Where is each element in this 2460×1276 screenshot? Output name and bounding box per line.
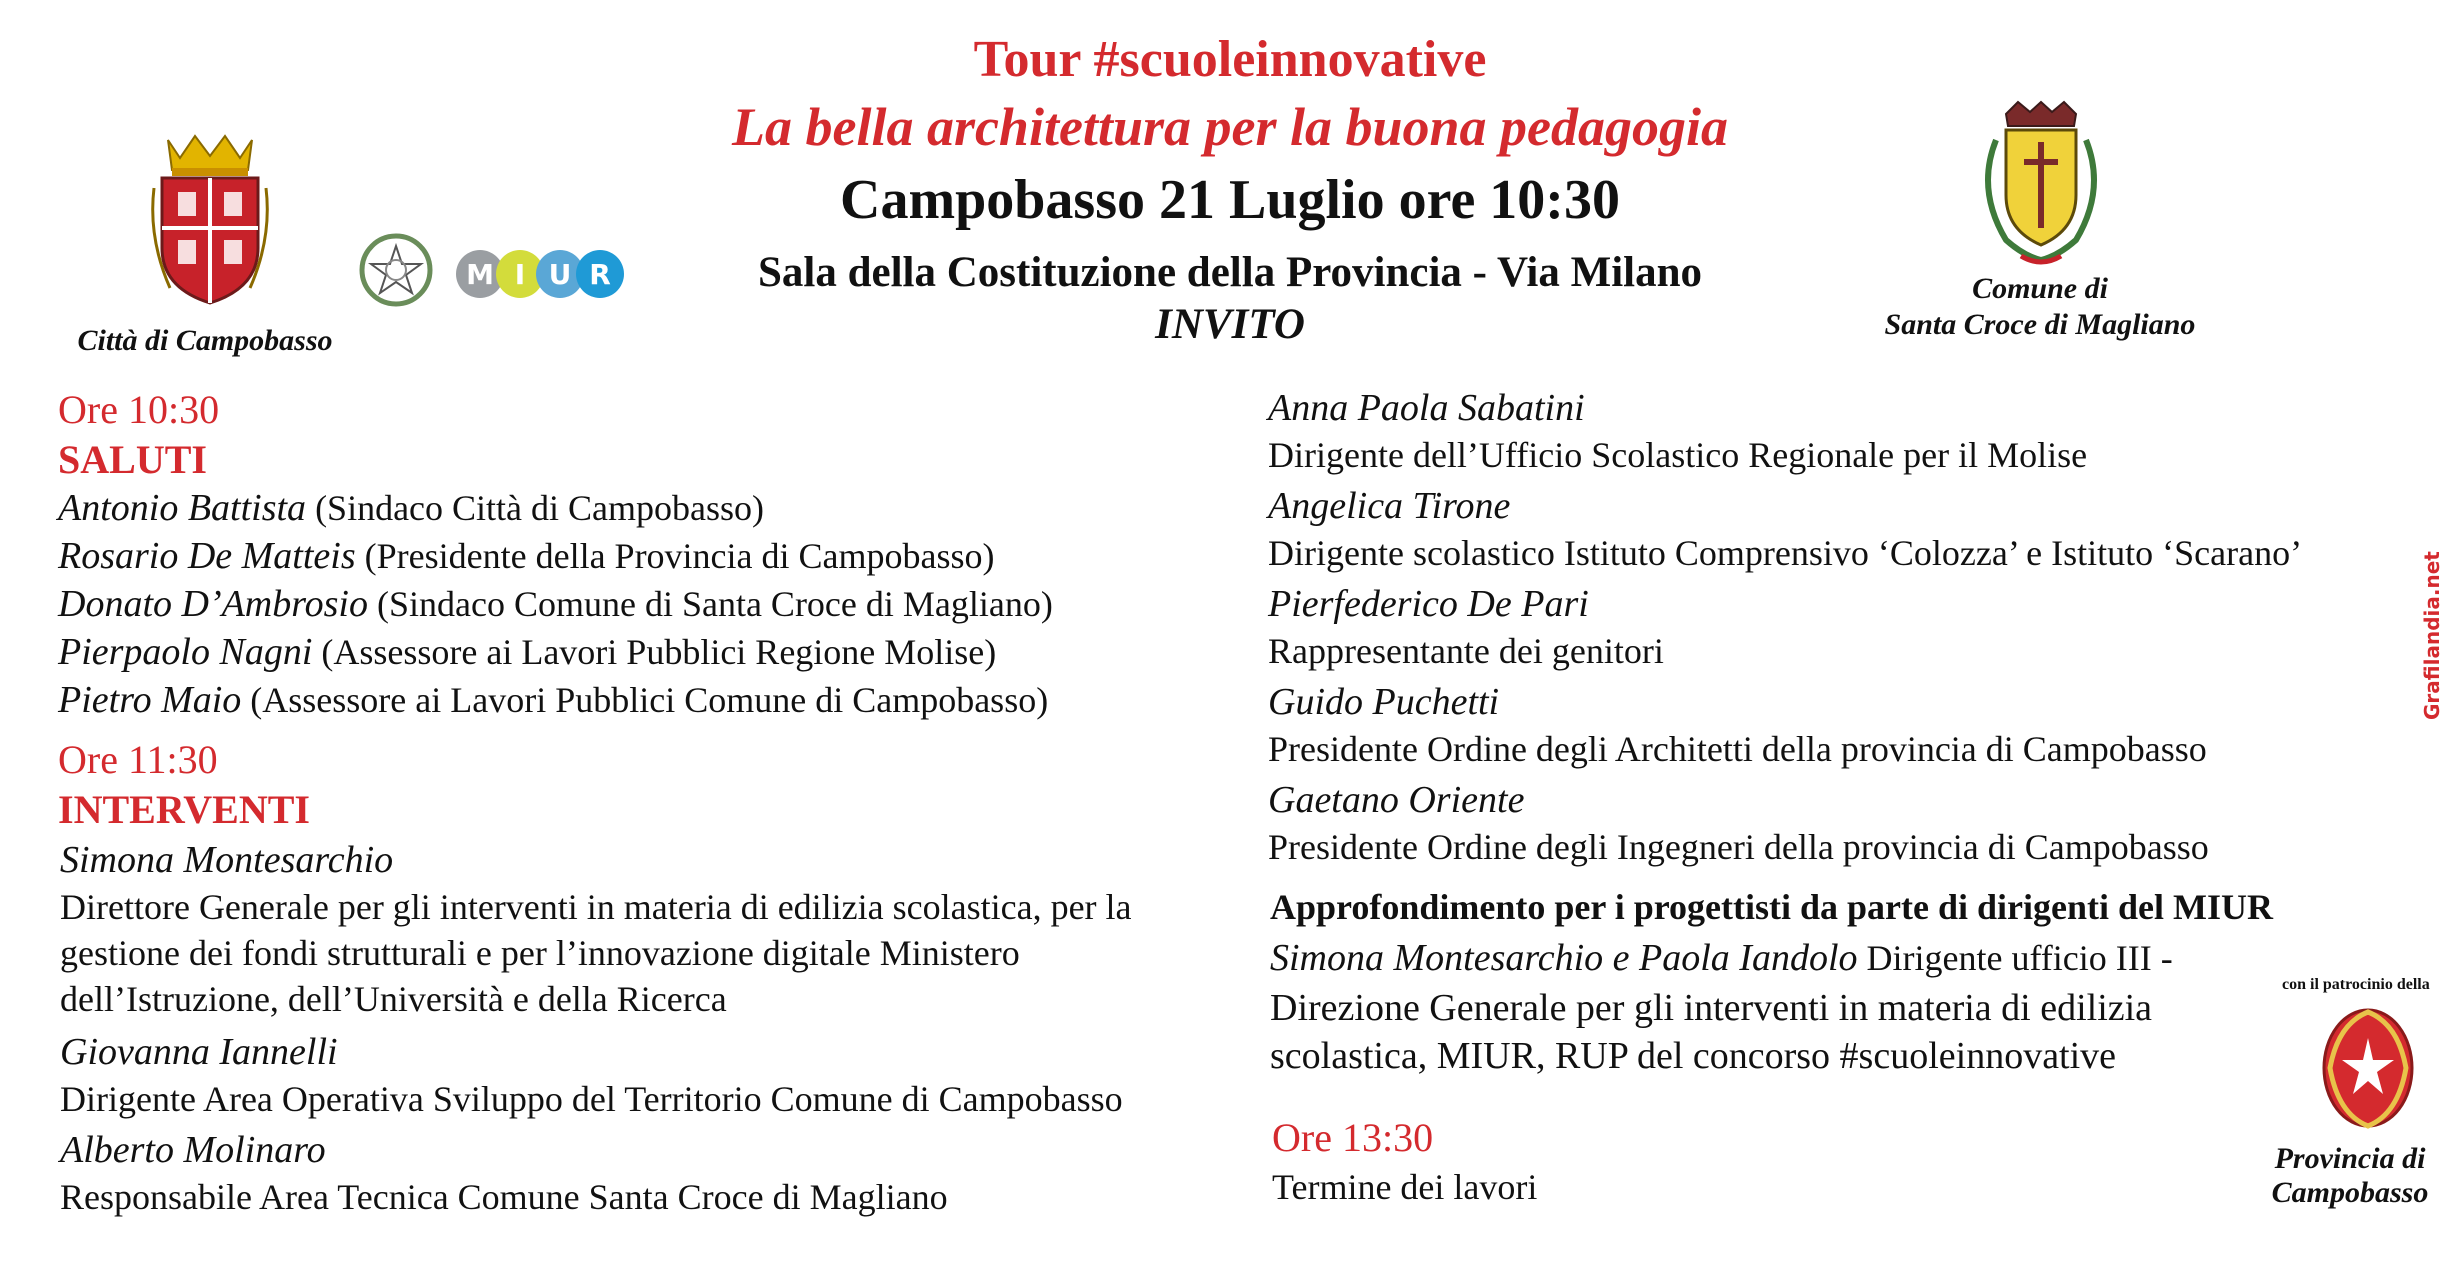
speaker-role: Responsabile Area Tecnica Comune Santa Croce di Magliano [60,1177,948,1217]
saluti-item [58,582,1053,626]
speaker-role: (Assessore ai Lavori Pubblici Regione Molise) [312,632,997,672]
approfondimento-heading: Approfondimento per i progettisti da parte di dirigenti del MIUR [1270,887,2274,927]
speaker-role: Dirigente scolastico Istituto Comprensivo ‘Colozza’ e Istituto ‘Scarano’ [1268,533,2303,573]
speaker-role: Presidente Ordine degli Architetti della provincia di Campobasso [1268,729,2207,769]
speaker-role: Direttore Generale per gli interventi in materia di edilizia scolastica, per la [60,887,1132,927]
campobasso-caption: Città di Campobasso [77,324,333,357]
patrocinio-caption: con il patrocinio della [2282,976,2430,993]
campobasso-crest-icon [150,128,270,308]
speaker-name: Simona Montesarchio e Paola Iandolo [1270,937,1858,979]
speaker-role: (Assessore ai Lavori Pubblici Comune di Campobasso) [241,680,1049,720]
watermark-text: Grafilandia.net [2420,551,2444,720]
speaker-role: gestione dei fondi strutturali e per l’innovazione digitale Ministero [60,933,1020,973]
event-subtitle: La bella architettura per la buona pedagogia [731,97,1729,157]
event-date: Campobasso 21 Luglio ore 10:30 [840,169,1620,231]
interventi-heading: INTERVENTI [58,787,310,832]
speaker-name: Guido Puchetti [1268,681,1500,723]
santa-croce-crest-icon [1966,100,2116,270]
provincia-caption-1: Provincia di [2274,1142,2426,1175]
saluti-item [58,534,995,578]
miur-letter: U [548,258,572,291]
provincia-crest-icon [2318,1004,2418,1132]
invito-label: INVITO [1155,301,1305,348]
speaker-role: Dirigente ufficio III - [1857,938,2173,978]
speaker-role: Dirigente dell’Ufficio Scolastico Regionale per il Molise [1268,435,2088,475]
speaker-role: (Sindaco Comune di Santa Croce di Magliano) [367,584,1053,624]
speaker-role: scolastica, MIUR, RUP del concorso #scuoleinnovative [1270,1035,2117,1077]
speaker-role: Rappresentante dei genitori [1268,631,1664,671]
saluti-item [58,630,996,674]
approfondimento-speakers [1270,936,2173,980]
speaker-name: Simona Montesarchio [60,839,394,881]
speaker-name: Rosario De Matteis [58,535,356,577]
speaker-role: (Sindaco Città di Campobasso) [306,488,765,528]
miur-letter: I [514,258,526,291]
speaker-role: (Presidente della Provincia di Campobasso) [355,536,995,576]
event-venue: Sala della Costituzione della Provincia - Via Milano [757,249,1703,296]
santa-croce-caption-1: Comune di [1972,272,2108,305]
santa-croce-caption-2: Santa Croce di Magliano [1884,308,2196,341]
speaker-name: Pietro Maio [58,679,242,721]
speaker-name: Angelica Tirone [1268,485,1511,527]
miur-logo-icon [454,246,634,302]
speaker-name: Gaetano Oriente [1268,779,1525,821]
speaker-name: Alberto Molinaro [60,1129,326,1171]
speaker-name: Antonio Battista [58,487,307,529]
saluti-item [58,486,764,530]
time-1130: Ore 11:30 [58,737,218,782]
speaker-role: Direzione Generale per gli interventi in materia di edilizia [1270,987,2153,1029]
italian-republic-emblem-icon [356,230,436,310]
miur-letter: R [589,258,611,291]
event-title: Tour #scuoleinnovative [973,31,1487,88]
time-1330: Ore 13:30 [1272,1115,1434,1160]
speaker-role: Presidente Ordine degli Ingegneri della provincia di Campobasso [1268,827,2209,867]
saluti-item [58,678,1048,722]
speaker-role: Dirigente Area Operativa Sviluppo del Territorio Comune di Campobasso [60,1079,1123,1119]
saluti-heading: SALUTI [58,437,207,482]
miur-letter: M [466,258,494,291]
speaker-name: Donato D’Ambrosio [58,583,368,625]
termine-label: Termine dei lavori [1272,1167,1538,1207]
speaker-name: Anna Paola Sabatini [1268,387,1585,429]
time-1030: Ore 10:30 [58,387,220,432]
speaker-name: Giovanna Iannelli [60,1031,338,1073]
speaker-name: Pierpaolo Nagni [58,631,313,673]
speaker-name: Pierfederico De Pari [1268,583,1589,625]
speaker-role: dell’Istruzione, dell’Università e della Ricerca [60,979,727,1019]
provincia-caption-2: Campobasso [2271,1176,2429,1209]
